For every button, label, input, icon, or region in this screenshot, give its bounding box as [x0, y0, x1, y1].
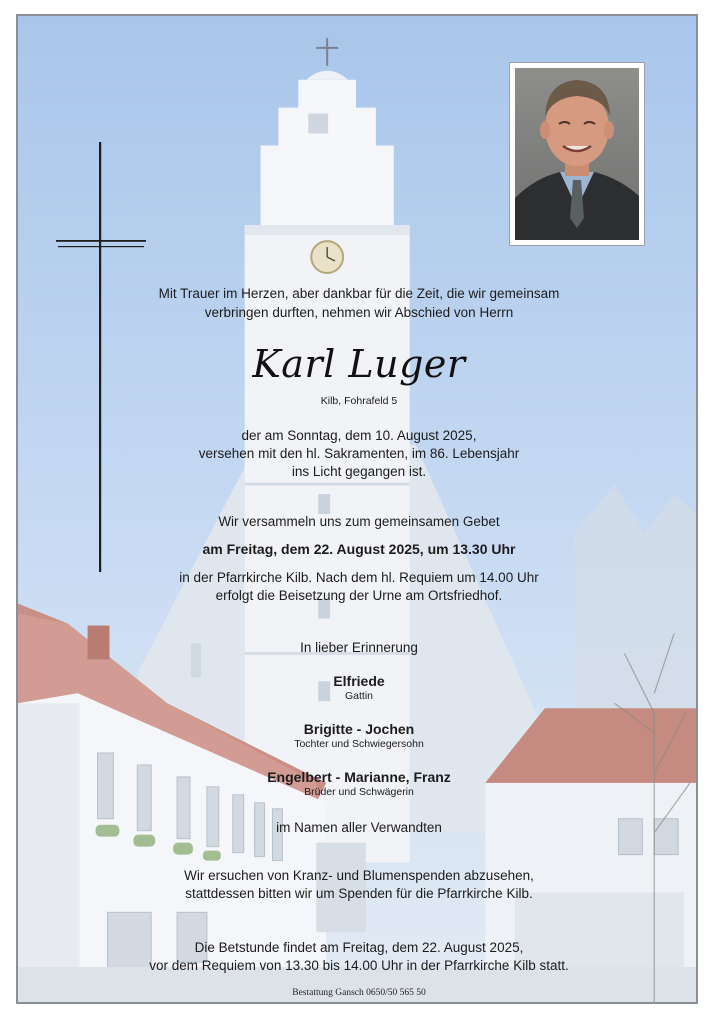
- donations-line-1: Wir ersuchen von Kranz- und Blumenspenden abzusehen,: [184, 868, 534, 883]
- funeral-home-footer: Bestattung Gansch 0650/50 565 50: [292, 988, 426, 998]
- deceased-address: Kilb, Fohrafeld 5: [320, 395, 398, 407]
- prayer-line-2: erfolgt die Beisetzung der Urne am Ortsfriedhof.: [215, 588, 503, 603]
- prayer-datetime: am Freitag, dem 22. August 2025, um 13.30 Uhr: [202, 541, 516, 557]
- intro-line-1: Mit Trauer im Herzen, aber dankbar für die Zeit, die wir gemeinsam: [158, 286, 560, 301]
- death-line-3: ins Licht gegangen ist.: [291, 464, 427, 479]
- mourner-relation: Gattin: [344, 690, 373, 702]
- intro-line-2: verbringen durften, nehmen wir Abschied von Herrn: [204, 305, 514, 320]
- mourner-relation: Tochter und Schwiegersohn: [294, 738, 424, 750]
- memory-closing: im Namen aller Verwandten: [276, 820, 442, 835]
- mourner-name: Brigitte - Jochen: [303, 721, 415, 737]
- mourner-relation: Brüder und Schwägerin: [304, 786, 414, 798]
- memory-heading: In lieber Erinnerung: [300, 640, 418, 655]
- death-line-2: versehen mit den hl. Sakramenten, im 86. Lebensjahr: [198, 446, 520, 461]
- donations-line-2: stattdessen bitten wir um Spenden für die Pfarrkirche Kilb.: [185, 886, 533, 901]
- obituary-card: [16, 14, 698, 1004]
- deceased-name: Karl Luger: [252, 342, 466, 386]
- obituary-text: [18, 16, 696, 1002]
- prayer-intro: Wir versammeln uns zum gemeinsamen Gebet: [218, 514, 500, 529]
- prayer-line-1: in der Pfarrkirche Kilb. Nach dem hl. Requiem um 14.00 Uhr: [179, 570, 539, 585]
- mourner-name: Engelbert - Marianne, Franz: [267, 769, 451, 785]
- death-line-1: der am Sonntag, dem 10. August 2025,: [241, 428, 477, 443]
- vigil-line-2: vor dem Requiem von 13.30 bis 14.00 Uhr in der Pfarrkirche Kilb statt.: [149, 958, 569, 973]
- mourner-name: Elfriede: [333, 673, 385, 689]
- vigil-line-1: Die Betstunde findet am Freitag, dem 22. August 2025,: [194, 940, 524, 955]
